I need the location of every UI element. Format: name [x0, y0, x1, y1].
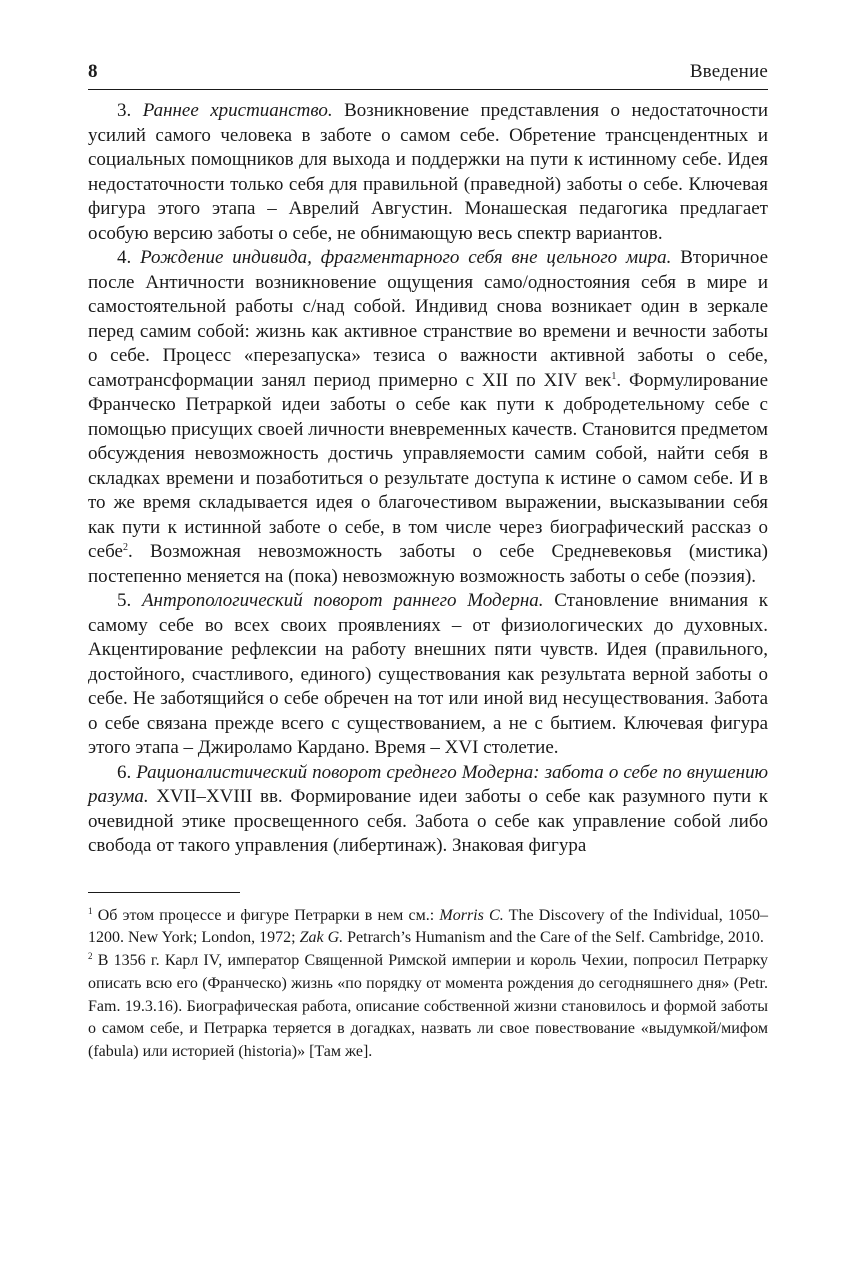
book-page — [88, 58, 768, 1064]
stage-heading: Раннее христианство. — [142, 100, 333, 121]
stage-text: Возникновение представления о недостаточности усилий самого человека в заботе о самом себе. Обретение трансцендентных и социальных помощников для выхода и поддержки на пути к истинному себе. Идея недостаточности только себя для правильной (праведной) заботы о себе. Ключевая фигура этого этапа – Аврелий Августин. Монашеская педагогика предлагает особую версию заботы о себе, не обнимающую весь спектр вариантов. — [88, 100, 769, 244]
footnote-marker: 2 — [88, 951, 93, 962]
stage-number: 5. — [117, 590, 132, 611]
paragraph-stage-5 — [88, 589, 768, 761]
stage-number: 6. — [117, 761, 132, 783]
stage-number: 3. — [117, 100, 132, 121]
footnote-marker: 1 — [88, 905, 93, 916]
stage-heading: Рационалистический поворот среднего Модерна: забота о себе по внушению разума. — [88, 761, 769, 807]
footnote-reference-2[interactable]: 2 — [122, 542, 128, 553]
footnote-author: Zak G. — [299, 929, 344, 947]
stage-text: Вторичное после Античности возникновение ощущения само/одностояния себя в мире и самостоятельной работы с/над собой. Индивид снова возникает один в зеркале перед самим собой: жизнь как активное странствие во времени и вечности заботы о себе. Процесс «перезапуска» тезиса о важности активной заботы о себе, самотрансформации занял период примерно с XII по XIV век — [88, 247, 769, 391]
stage-text: . Формулирование Франческо Петраркой идеи заботы о себе как пути к добродетельному себе с помощью присущих своей личности вневременных качеств. Становится предметом обсуждения невозможность достичь управляемости самим собой, найти себя в складках времени и позаботиться о результате доступа к истине о самом себе. И в то же время складывается идея о благочестивом выражении, высказывании себя как пути к истинной заботе о себе, в том числе через биографический рассказ о себе — [88, 369, 769, 562]
footnote-divider — [88, 892, 240, 893]
footnote-text: Petrarch’s Humanism and the Care of the Self. Cambridge, 2010. — [347, 929, 764, 947]
paragraph-stage-4 — [88, 246, 768, 589]
footnote-reference-1[interactable]: 1 — [611, 370, 617, 382]
footnote-text: Об этом процессе и фигуре Петрарки в нем см.: — [97, 906, 435, 924]
stage-text: Становление внимания к самому себе во всех своих проявлениях – от физиологических до духовных. Акцентирование рефлексии на работу внешних пяти чувств. Идея (правильного, достойного, счастливого, единого) существования как результата верной заботы о себе. Не заботящийся о себе обречен на тот или иной вид несуществования. Забота о себе связана прежде всего с существованием, а не с бытием. Ключевая фигура этого этапа – Джироламо Кардано. Время – XVI столетие. — [88, 590, 769, 758]
footnote-author: Morris C. — [439, 906, 504, 924]
paragraph-stage-3 — [88, 99, 768, 246]
stage-text: . Возможная невозможность заботы о себе Средневековья (мистика) постепенно меняется на (пока) невозможную возможность заботы о себе (поэзия). — [88, 541, 768, 587]
page-number: 8 — [88, 61, 98, 82]
footnotes — [88, 905, 768, 1065]
stage-heading: Антропологический поворот раннего Модерна. — [141, 590, 544, 611]
stage-text: XVII–XVIII вв. Формирование идеи заботы о себе как разумного пути к очевидной этике просвещенного себя. Забота о себе как управление собой либо свобода от такого управления (либертинаж). Знаковая фигура — [88, 786, 769, 856]
footnote-1 — [88, 905, 768, 951]
paragraph-stage-6 — [88, 761, 768, 859]
section-title: Введение — [689, 61, 768, 82]
footnote-2 — [88, 950, 768, 1064]
footnote-text: В 1356 г. Карл IV, император Священной Римской империи и король Чехии, попросил Петрарку описать всю его (Франческо) жизнь «по порядку от момента рождения до сегодняшнего дня» (Petr. Fam. 19.3.16). Биографическая работа, описание собственной жизни становилось и формой заботы о самом себе, и Петрарка теряется в догадках, назвать ли свое повествование «выдумкой/мифом (fabula) или историей (historia)» [Там же]. — [88, 952, 769, 1061]
stage-heading: Рождение индивида, фрагментарного себя вне цельного мира. — [140, 247, 672, 268]
body-text — [88, 99, 768, 859]
running-head — [88, 58, 768, 90]
stage-number: 4. — [117, 247, 132, 268]
footnote-text: The Discovery of the Individual, 1050–1200. New York; London, 1972; — [88, 906, 769, 947]
